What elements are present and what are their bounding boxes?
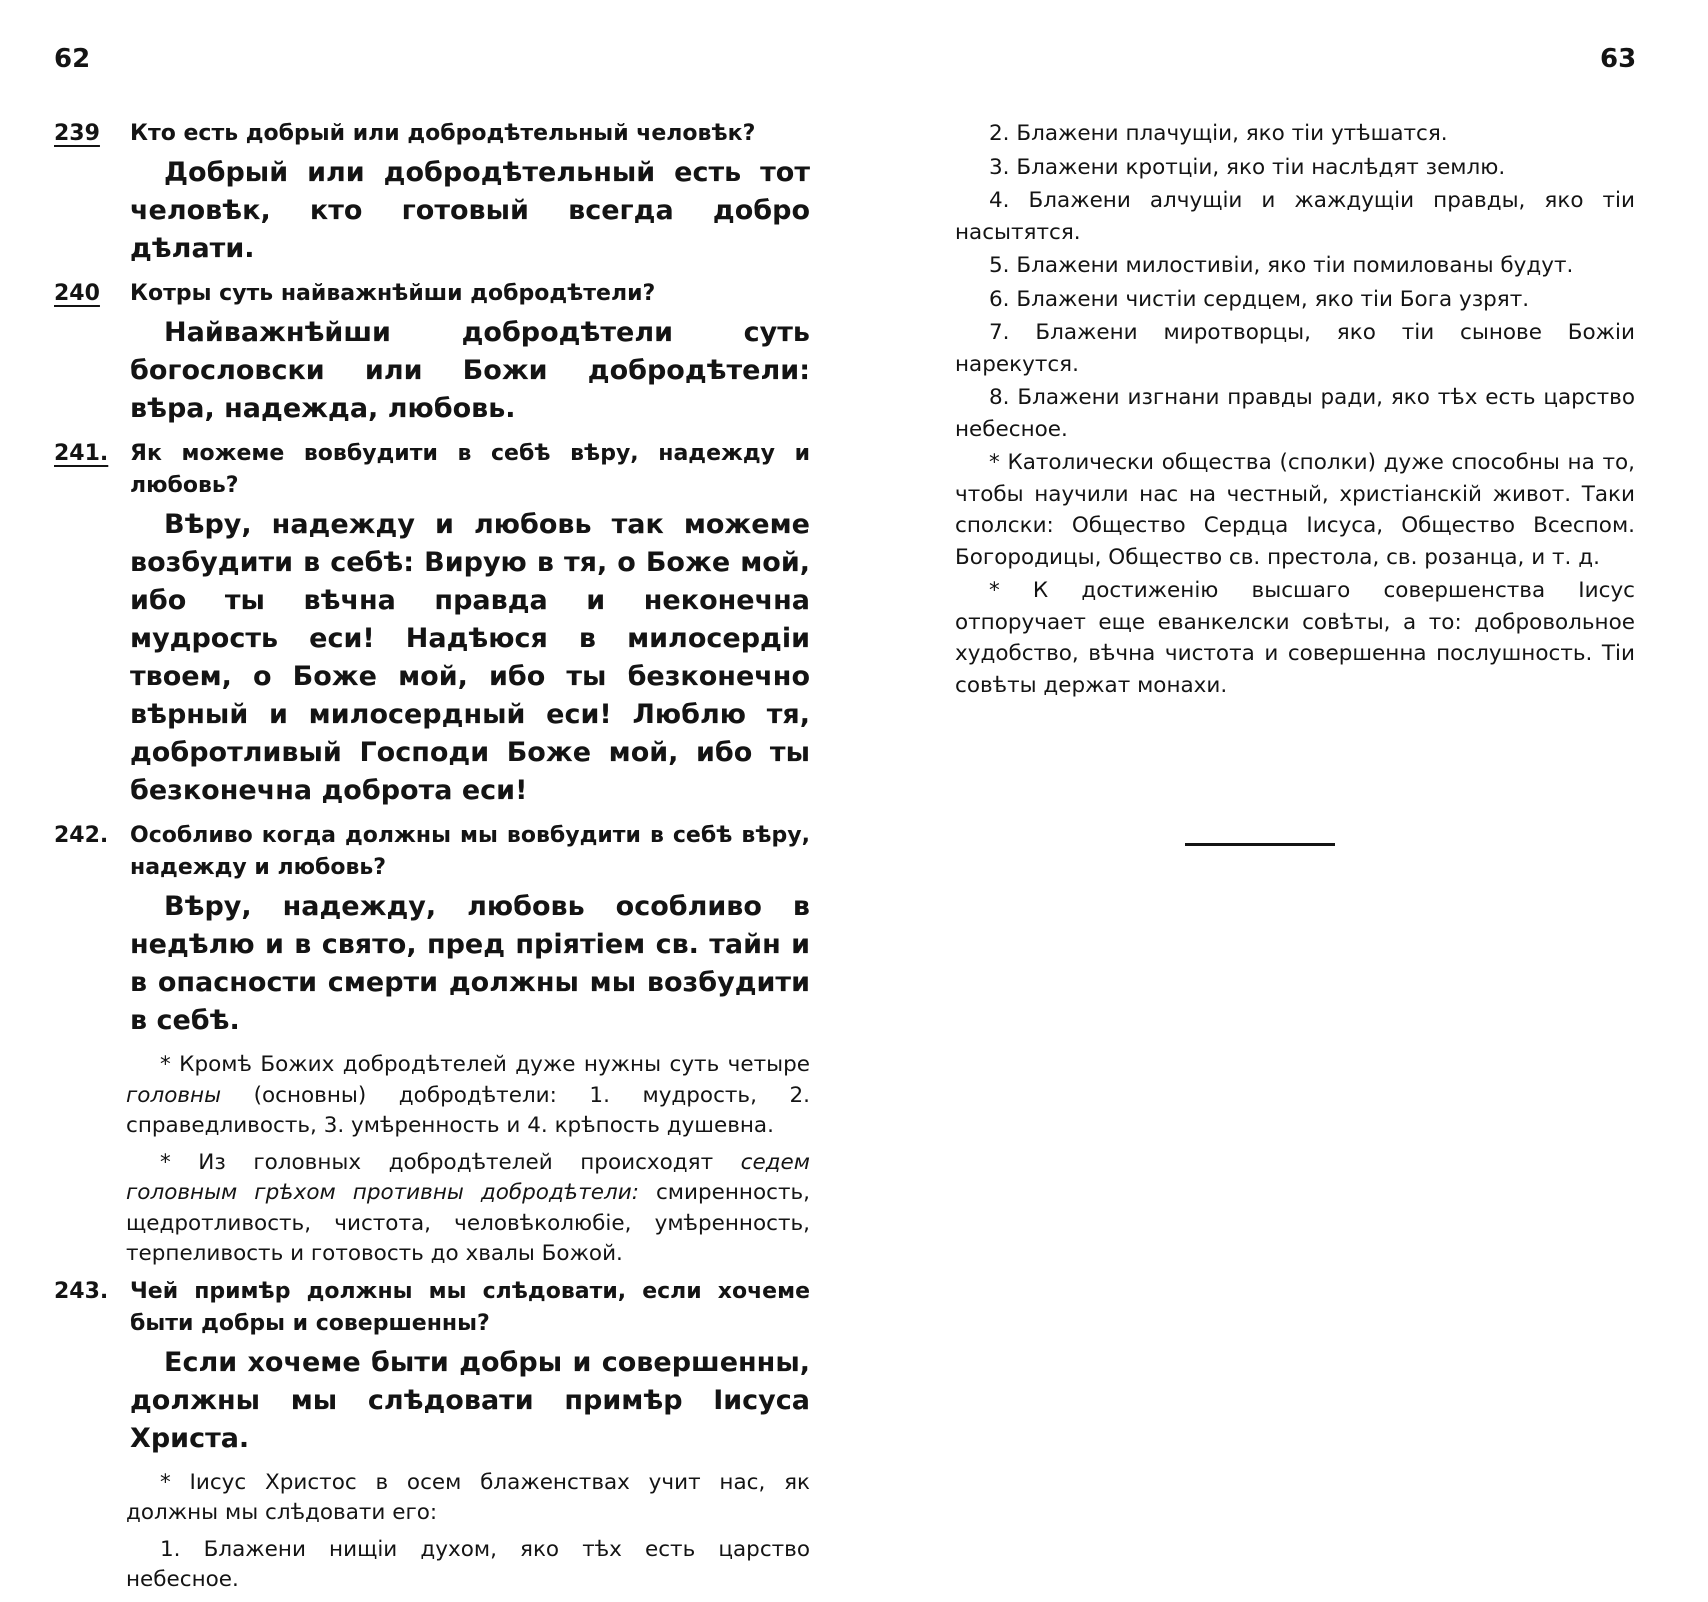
question-text: 242. Особливо когда должны мы вовбудити в себѣ вѣру, надежду и любовь? — [54, 820, 810, 884]
question-239 — [54, 118, 810, 268]
answer-text: Найважнѣйши добродѣтели суть богословски или Божи добродѣтели: вѣра, надежда, любовь. — [130, 317, 810, 424]
beatitude-item: 2. Блажени плачущіи, яко тіи утѣшатся. — [989, 121, 1448, 146]
left-page — [54, 118, 810, 1602]
question-number: 240 — [54, 281, 100, 306]
question-text: 240 Котры суть найважнѣйши добродѣтели? — [54, 278, 810, 310]
beatitude-item: 6. Блажени чистіи сердцем, яко тіи Бога узрят. — [989, 286, 1530, 312]
beatitude-item: 3. Блажени кротціи, яко тіи наслѣдят землю. — [989, 154, 1506, 180]
question-number: 239 — [54, 121, 100, 146]
note-catholic-societies: * Католически общества (сполки) дуже способны на то, чтобы научили нас на честный, христіанскій живот. Таки сполски: Общество Сердца Іисуса, Общество Всеспом. Богородицы, Общество св. престола, св. розанца, и т. д. — [955, 450, 1635, 570]
section-divider — [1185, 843, 1335, 846]
beatitude-item: 1. Блажени нищіи духом, яко тѣх есть царство небесное. — [126, 1536, 810, 1592]
answer-text: Вѣру, надежду и любовь так можеме возбудити в себѣ: Вирую в тя, о Боже мой, ибо ты вѣчна правда и неконечна мудрость еси! Надѣюся в милосердіи твоем, о Боже мой, ибо ты безконечно вѣрный и милосердный еси! Люблю тя, добротливый Господи Боже мой, ибо ты безконечна доброта еси! — [130, 509, 810, 806]
beatitude-item: 7. Блажени миротворцы, яко тіи сынове Божіи нарекутся. — [955, 320, 1635, 377]
note-evangelical-counsels: * К достиженію высшаго совершенства Іисус отпоручает еще еванкелски совѣты, а то: добровольное худобство, вѣчна чистота и совершенна послушность. Тіи совѣты держат монахи. — [955, 578, 1635, 698]
beatitude-item: 8. Блажени изгнани правды ради, яко тѣх есть царство небесное. — [955, 385, 1635, 442]
question-243 — [54, 1276, 810, 1596]
answer-text: Вѣру, надежду, любовь особливо в недѣлю и в свято, пред пріятіем св. тайн и в опасности смерти должны мы возбудити в себѣ. — [130, 891, 810, 1036]
question-number: 242. — [54, 823, 109, 848]
question-240 — [54, 278, 810, 428]
question-text: 239 Кто есть добрый или добродѣтельный человѣк? — [54, 118, 810, 150]
question-242 — [54, 820, 810, 1270]
answer-text: Если хочеме быти добры и совершенны, должны мы слѣдовати примѣр Іисуса Христа. — [130, 1346, 810, 1454]
note-capital-virtues: * Из головных добродѣтелей происходят седем головным грѣхом противны добродѣтели: смиренность, щедротливость, чистота, человѣколюбіе, умѣренность, терпеливость и готовость до хвалы Божой. — [126, 1149, 810, 1266]
answer-text: Добрый или добродѣтельный есть тот человѣк, кто готовый всегда добро дѣлати. — [130, 157, 810, 264]
question-number: 241. — [54, 441, 109, 466]
beatitude-item: 4. Блажени алчущіи и жаждущіи правды, яко тіи насытятся. — [955, 188, 1635, 245]
right-page — [955, 118, 1635, 703]
page-number-left: 62 — [54, 44, 91, 74]
question-number: 243. — [54, 1278, 109, 1304]
page-number-right: 63 — [1600, 44, 1637, 74]
beatitude-item: 5. Блажени милостивіи, яко тіи помилованы будут. — [989, 253, 1574, 278]
note-cardinal-virtues: * Кромѣ Божих добродѣтелей дуже нужны суть четыре головны (основны) добродѣтели: 1. мудрость, 2. справедливость, 3. умѣренность и 4. крѣпость душевна. — [126, 1052, 810, 1138]
question-text: 243. Чей примѣр должны мы слѣдовати, если хочеме быти добры и совершенны? — [54, 1276, 810, 1340]
note-beatitudes-intro: * Іисус Христос в осем блаженствах учит нас, як должны мы слѣдовати его: — [126, 1469, 810, 1525]
question-241 — [54, 438, 810, 810]
question-text: 241. Як можеме вовбудити в себѣ вѣру, надежду и любовь? — [54, 438, 810, 502]
